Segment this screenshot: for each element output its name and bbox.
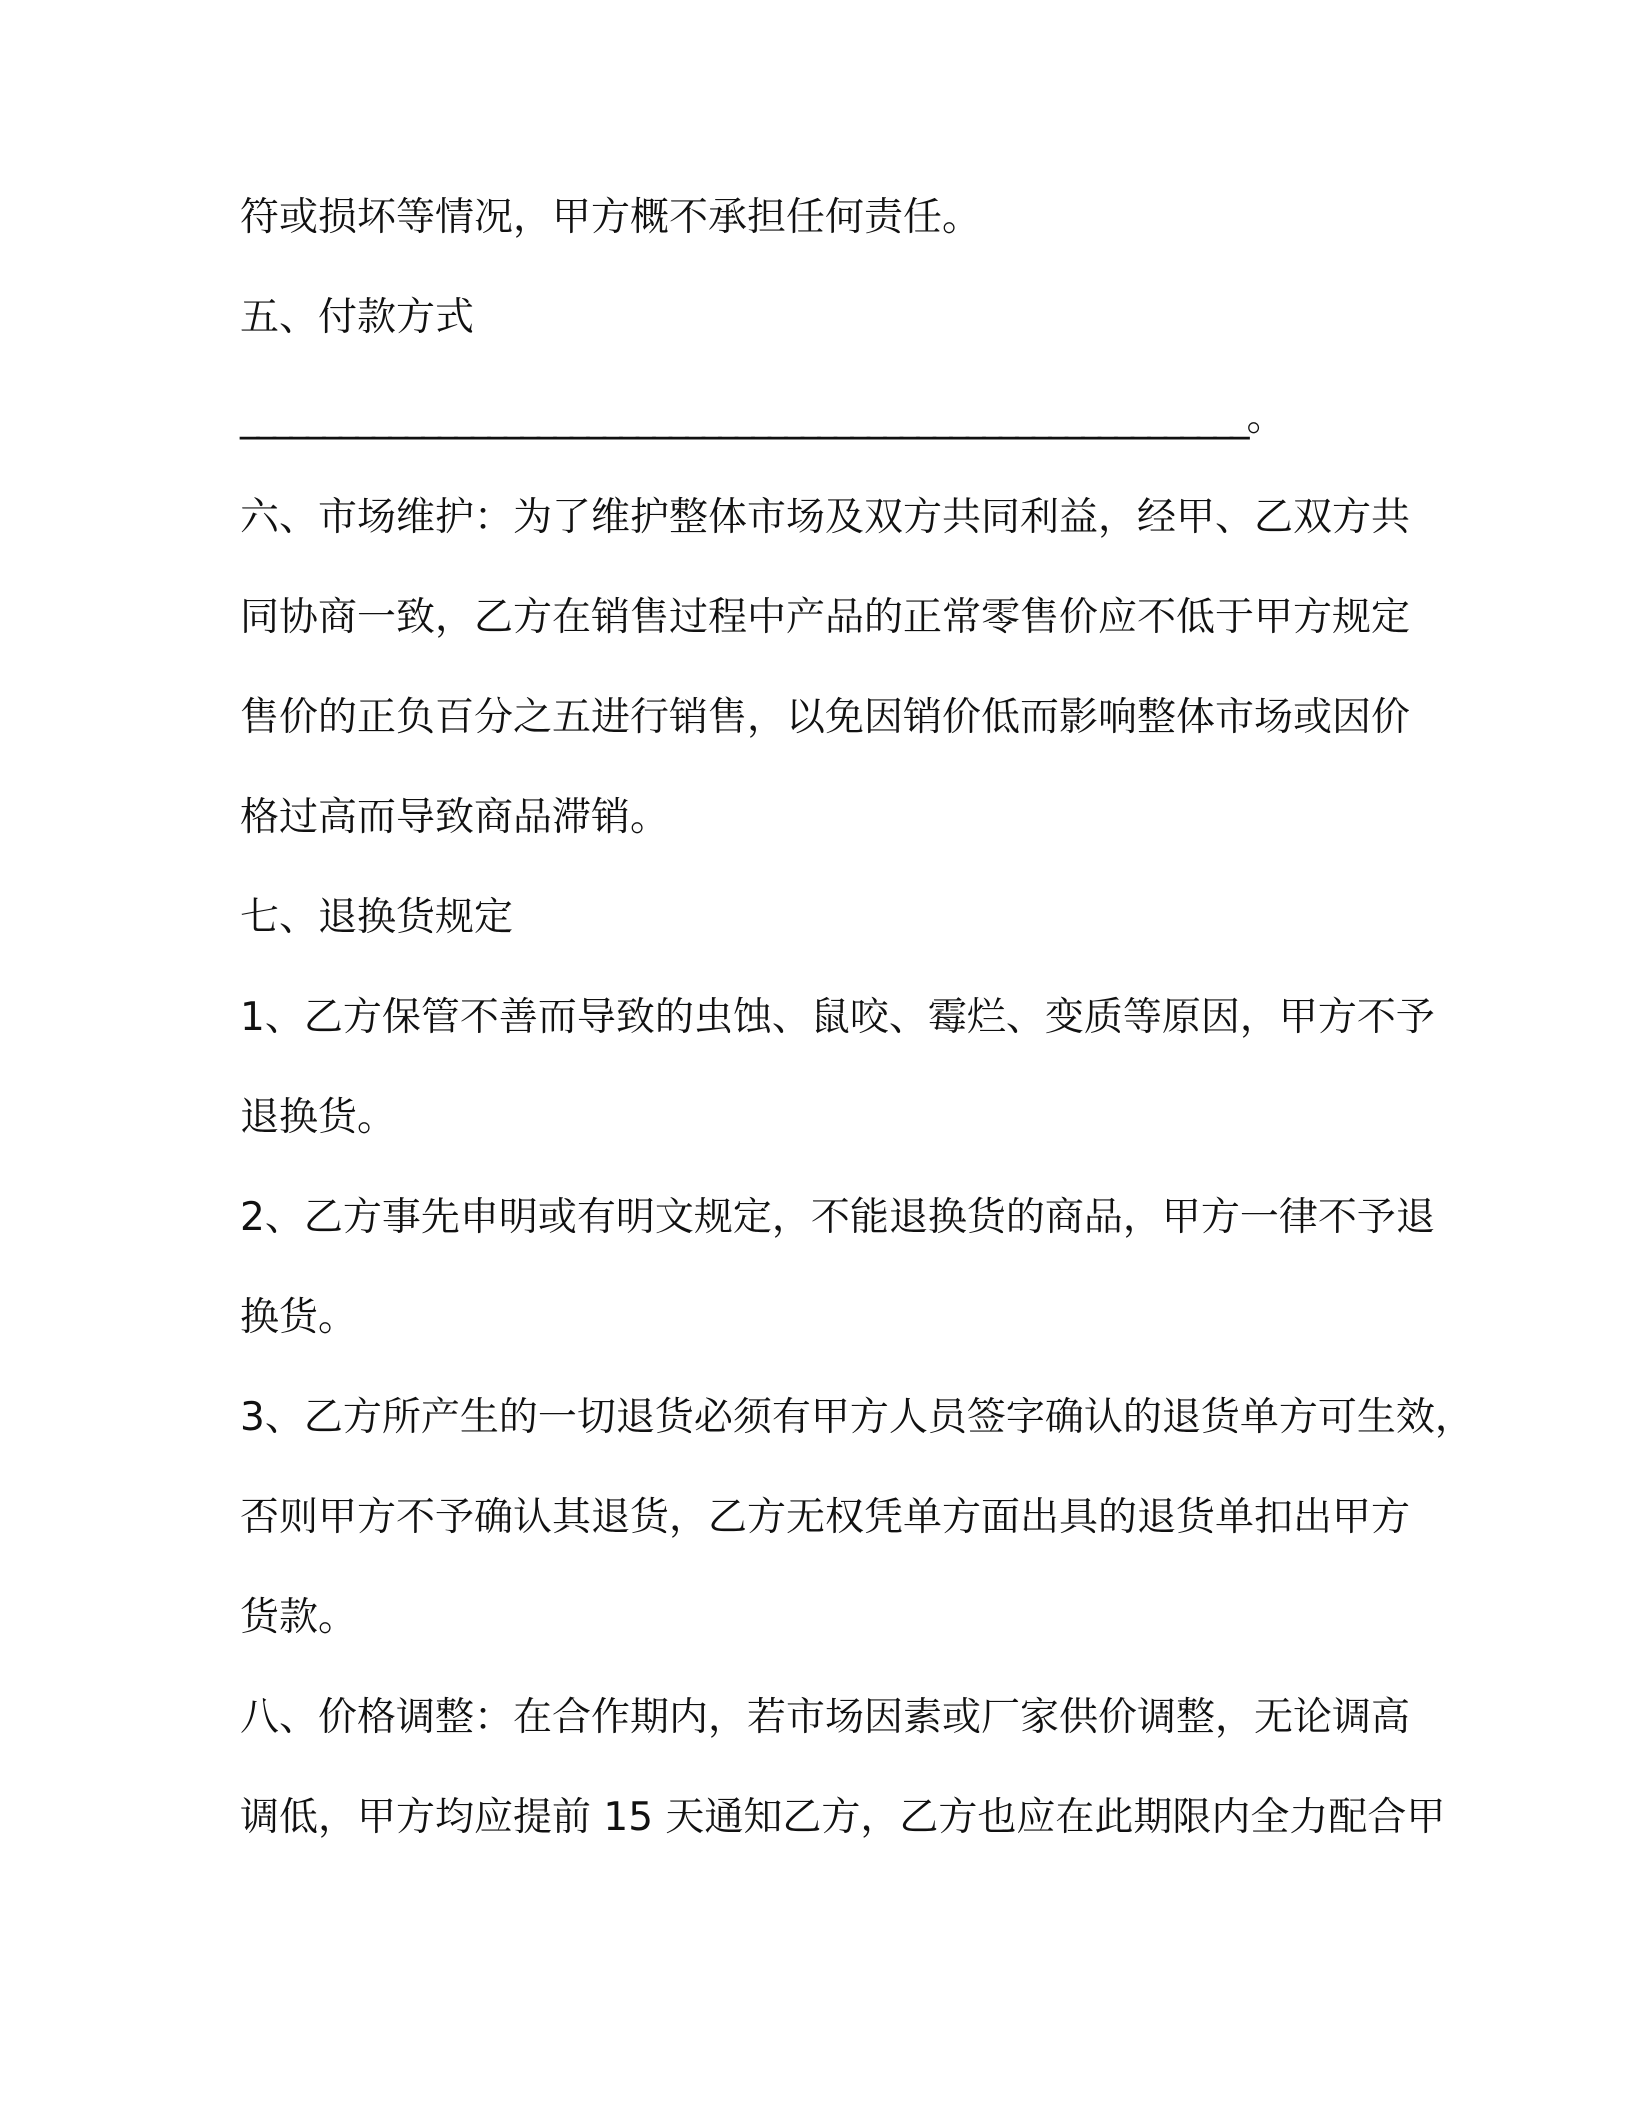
text-line: 符或损坏等情况，甲方概不承担任何责任。 <box>240 195 982 240</box>
text-line: 格过高而导致商品滞销。 <box>240 795 670 840</box>
section-heading: 六、市场维护：为了维护整体市场及双方共同利益，经甲、乙双方共 <box>240 495 1411 540</box>
section-heading: 八、价格调整：在合作期内，若市场因素或厂家供价调整，无论调高 <box>240 1695 1411 1740</box>
list-item: 1、乙方保管不善而导致的虫蚀、鼠咬、霉烂、变质等原因，甲方不予 <box>240 995 1435 1040</box>
text-line: 调低，甲方均应提前 15 天通知乙方，乙方也应在此期限内全力配合甲 <box>240 1795 1446 1840</box>
text-line: 货款。 <box>240 1595 358 1640</box>
text-line: 同协商一致，乙方在销售过程中产品的正常零售价应不低于甲方规定 <box>240 595 1411 640</box>
section-heading: 七、退换货规定 <box>240 895 514 940</box>
fill-in-blank-line: _____________________________________________________________。 <box>240 395 1283 440</box>
text-line: 否则甲方不予确认其退货，乙方无权凭单方面出具的退货单扣出甲方 <box>240 1495 1411 1540</box>
text-line: 退换货。 <box>240 1095 397 1140</box>
text-line: 换货。 <box>240 1295 358 1340</box>
section-heading: 五、付款方式 <box>240 295 475 340</box>
list-item: 3、乙方所产生的一切退货必须有甲方人员签字确认的退货单方可生效， <box>240 1395 1474 1440</box>
list-item: 2、乙方事先申明或有明文规定，不能退换货的商品，甲方一律不予退 <box>240 1195 1435 1240</box>
text-line: 售价的正负百分之五进行销售，以免因销价低而影响整体市场或因价 <box>240 695 1411 740</box>
